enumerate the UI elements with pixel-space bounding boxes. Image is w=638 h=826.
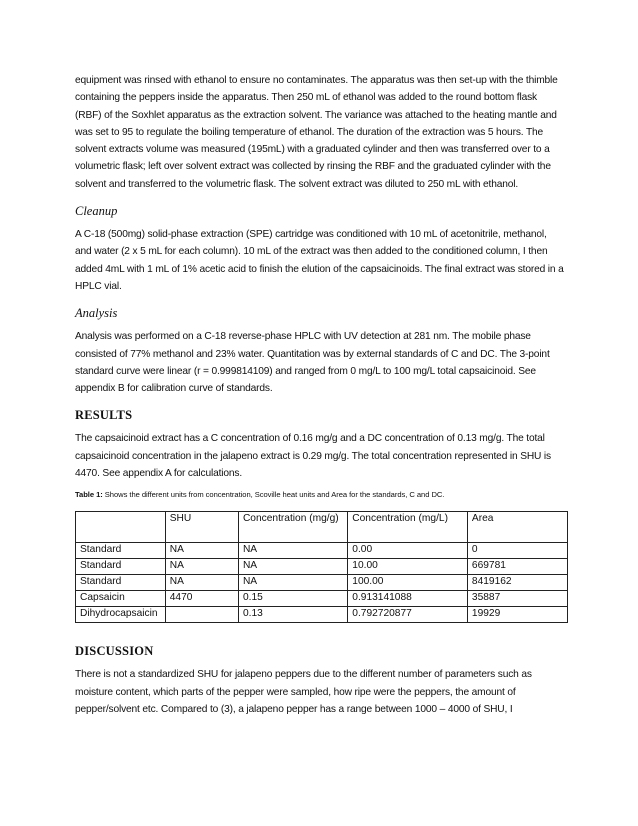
table-cell: Capsaicin: [76, 591, 166, 607]
results-table-wrapper: [75, 511, 564, 623]
table-cell: NA: [165, 543, 238, 559]
table-cell: Standard: [76, 559, 166, 575]
table-caption: [75, 489, 564, 501]
table-caption-label: Table 1:: [75, 490, 103, 500]
table-cell: Standard: [76, 575, 166, 591]
table-cell: NA: [165, 575, 238, 591]
table-cell: 0.13: [238, 607, 347, 623]
table-cell: NA: [238, 543, 347, 559]
table-cell: NA: [165, 559, 238, 575]
table-row: [76, 543, 568, 559]
table-header-cell: SHU: [165, 512, 238, 543]
table-cell: 35887: [467, 591, 567, 607]
table-cell: Standard: [76, 543, 166, 559]
table-cell: 0.00: [348, 543, 468, 559]
table-cell: 0.15: [238, 591, 347, 607]
discussion-paragraph: There is not a standardized SHU for jalapeno peppers due to the different number of parameters such as moisture content, which parts of the pepper were sampled, how ripe were the peppers, the amount of pepper/solvent etc. Compared to (3), a jalapeno pepper has a range between 1000 – 4000 of SHU, I: [75, 669, 532, 715]
table-header-row: [76, 512, 568, 543]
table-cell: 100.00: [348, 575, 468, 591]
table-cell: 0.792720877: [348, 607, 468, 623]
table-cell: 4470: [165, 591, 238, 607]
table-cell: 19929: [467, 607, 567, 623]
table-row: [76, 591, 568, 607]
table-header-cell: Area: [467, 512, 567, 543]
table-cell: 10.00: [348, 559, 468, 575]
table-cell: 0.913141088: [348, 591, 468, 607]
table-cell: NA: [238, 559, 347, 575]
table-header-cell: [76, 512, 166, 543]
table-cell: 669781: [467, 559, 567, 575]
table-cell: NA: [238, 575, 347, 591]
results-table: [75, 511, 568, 623]
analysis-paragraph: Analysis was performed on a C-18 reverse-phase HPLC with UV detection at 281 nm. The mobile phase consisted of 77% methanol and 23% water. Quantitation was by external standards of C and DC. The 3-point standard curve were linear (r = 0.999814109) and ranged from 0 mg/L to 100 mg/L total capsaicinoid. See appendix B for calibration curve of standards.: [75, 331, 550, 395]
table-caption-text: Shows the different units from concentration, Scoville heat units and Area for the standards, C and DC.: [102, 490, 445, 500]
intro-paragraph: equipment was rinsed with ethanol to ensure no contaminates. The apparatus was then set-up with the thimble containing the peppers inside the apparatus. Then 250 mL of ethanol was added to the round bottom flask (RBF) of the Soxhlet apparatus as the extraction solvent. The variance was attached to the heating mantle and was set to 95 to regulate the boiling temperature of ethanol. The duration of the extraction was 5 hours. The solvent extracts volume was measured (195mL) with a graduated cylinder and then was transferred over to a volumetric flask; left over solvent extract was collected by rinsing the RBF and the graduated cylinder with the solvent and transferred to the volumetric flask. The solvent extract was diluted to 250 mL with ethanol.: [75, 75, 558, 190]
table-row: [76, 559, 568, 575]
results-heading: RESULTS: [75, 408, 133, 423]
cleanup-paragraph: A C-18 (500mg) solid-phase extraction (SPE) cartridge was conditioned with 10 mL of acetonitrile, methanol, and water (2 x 5 mL for each column). 10 mL of the extract was then added to the conditioned column, I then added 4mL with 1 mL of 1% acetic acid to finish the elution of the capsaicinoids. The final extract was stored in a HPLC vial.: [75, 229, 564, 292]
table-header-cell: Concentration (mg/L): [348, 512, 468, 543]
analysis-heading: Analysis: [75, 306, 118, 321]
table-cell: 0: [467, 543, 567, 559]
results-paragraph: The capsaicinoid extract has a C concentration of 0.16 mg/g and a DC concentration of 0.13 mg/g. The total capsaicinoid concentration in the jalapeno extract is 0.29 mg/g. The total concentration represented in SHU is 4470. See appendix A for calculations.: [75, 433, 551, 480]
cleanup-heading: Cleanup: [75, 204, 118, 219]
table-cell: [165, 607, 238, 623]
table-cell: Dihydrocapsaicin: [76, 607, 166, 623]
table-header-cell: Concentration (mg/g): [238, 512, 347, 543]
discussion-heading: DISCUSSION: [75, 644, 154, 659]
table-row: [76, 575, 568, 591]
table-row: [76, 607, 568, 623]
table-cell: 8419162: [467, 575, 567, 591]
